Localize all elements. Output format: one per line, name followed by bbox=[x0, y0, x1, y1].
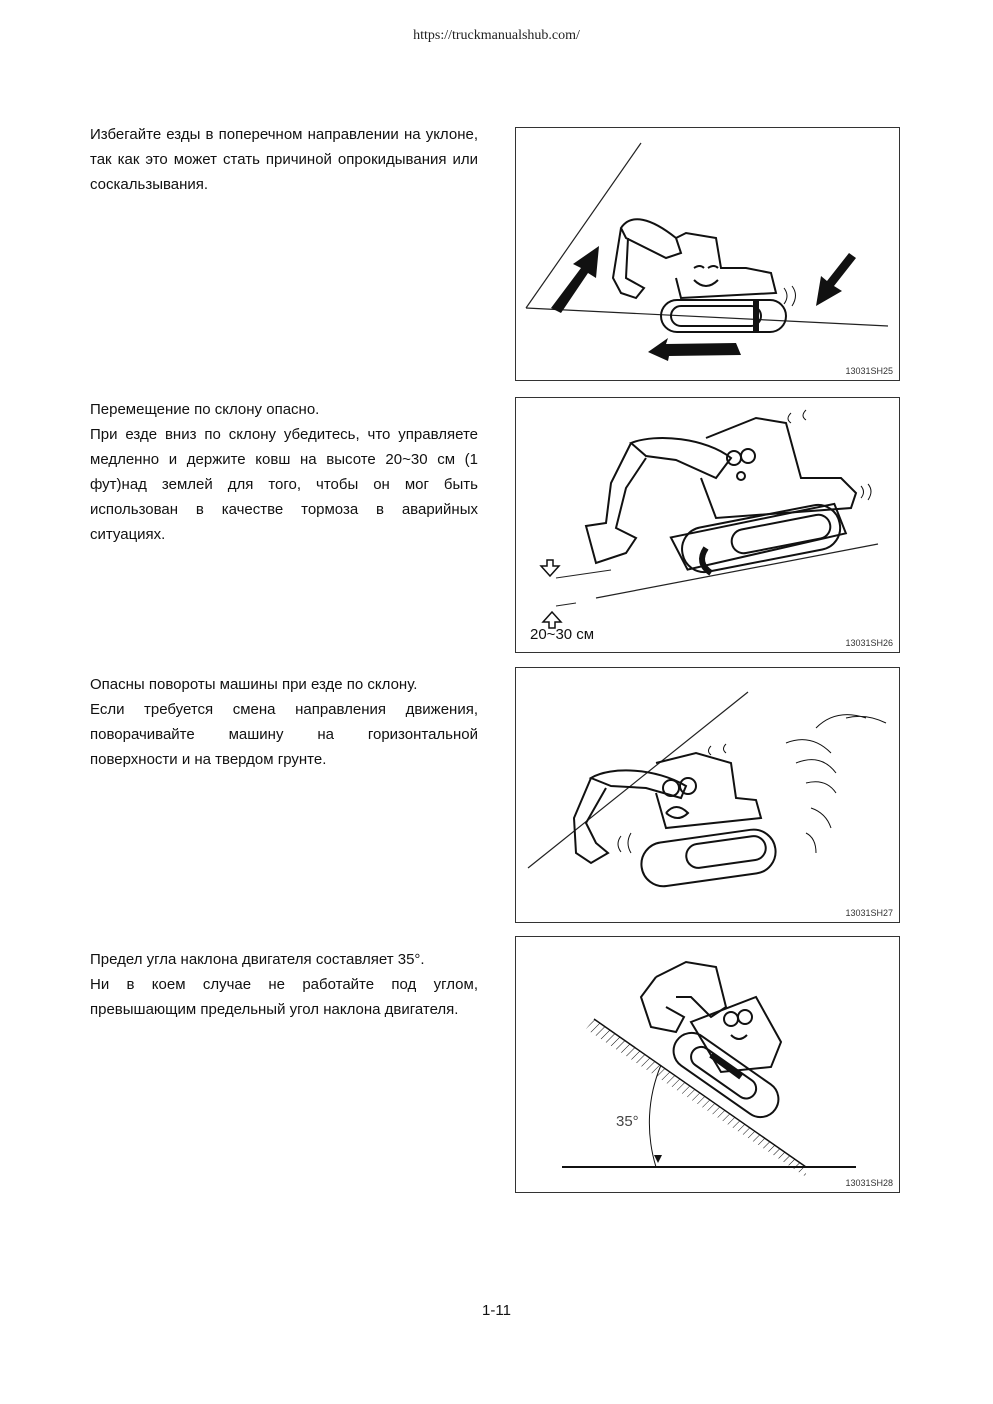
figure-code: 13031SH26 bbox=[845, 638, 893, 648]
section-3-paragraph-1: Опасны повороты машины при езде по склону. bbox=[90, 676, 418, 693]
section-2-paragraph-1: Перемещение по склону опасно. bbox=[90, 401, 320, 418]
section-4-paragraph-2: Ни в коем случае не работайте под углом, превышающим предельный угол наклона двигателя. bbox=[90, 976, 478, 1018]
slope-angle-illustration bbox=[516, 937, 901, 1194]
angle-label: 35° bbox=[616, 1113, 639, 1130]
figure-code: 13031SH27 bbox=[845, 908, 893, 918]
height-label: 20~30 см bbox=[530, 626, 595, 643]
page-number: 1-11 bbox=[482, 1302, 511, 1319]
section-3-text bbox=[90, 672, 478, 772]
section-4-paragraph-1: Предел угла наклона двигателя составляет 35°. bbox=[90, 951, 425, 968]
section-4-text bbox=[90, 947, 478, 1022]
section-1-text bbox=[90, 122, 478, 197]
cross-slope-illustration bbox=[516, 128, 901, 382]
downhill-illustration bbox=[516, 398, 901, 654]
section-2-text bbox=[90, 397, 478, 547]
figure-turning bbox=[515, 667, 900, 923]
figure-code: 13031SH25 bbox=[845, 366, 893, 376]
turning-illustration bbox=[516, 668, 901, 924]
section-1-paragraph-1: Избегайте езды в поперечном направлении на уклоне, так как это может стать причиной опрокидывания или соскальзывания. bbox=[90, 126, 478, 193]
figure-code: 13031SH28 bbox=[845, 1178, 893, 1188]
section-2-paragraph-2: При езде вниз по склону убедитесь, что управляете медленно и держите ковш на высоте 20~30 см (1 фут)над землей для того, чтобы он мог быть использован в качестве тормоза в аварийных ситуациях. bbox=[90, 426, 478, 543]
figure-slope-angle bbox=[515, 936, 900, 1193]
section-3-paragraph-2: Если требуется смена направления движения, поворачивайте машину на горизонтальной поверхности и на твердом грунте. bbox=[90, 701, 478, 768]
figure-cross-slope bbox=[515, 127, 900, 381]
figure-downhill bbox=[515, 397, 900, 653]
header-url: https://truckmanualshub.com/ bbox=[413, 28, 580, 43]
